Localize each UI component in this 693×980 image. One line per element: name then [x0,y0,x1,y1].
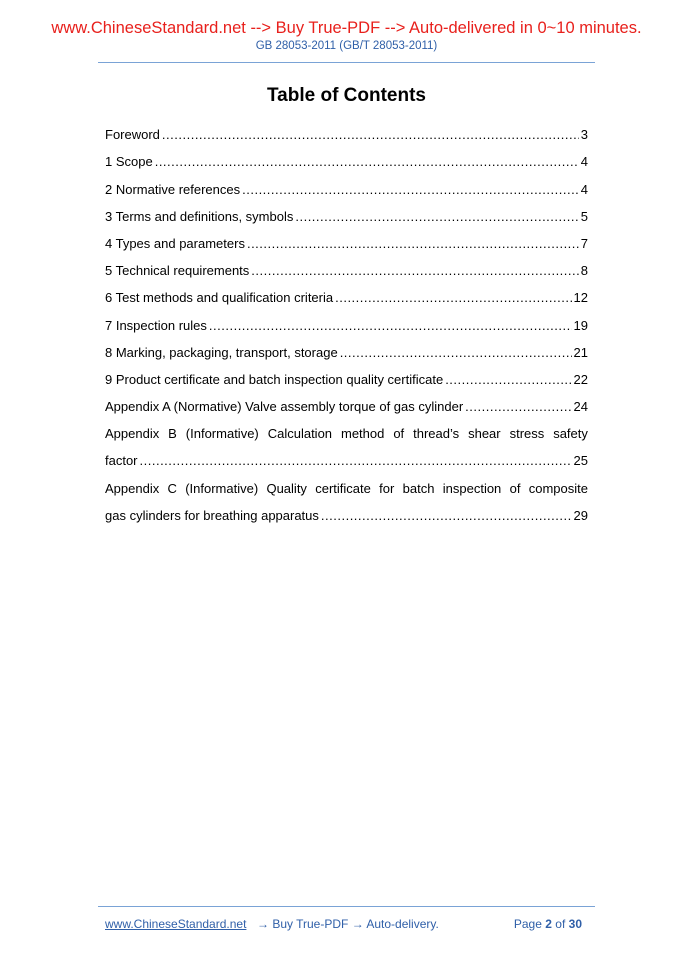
toc-entry-page: 25 [573,453,588,469]
toc-entry-page: 29 [573,507,588,523]
toc-entry-scope[interactable] [105,144,588,171]
toc-entry-inspection-rules[interactable] [105,307,588,334]
page-total: 30 [568,917,582,931]
toc-entry-page: 5 [580,208,588,224]
toc-word: (Informative) [185,480,259,496]
footer-site-link[interactable]: www.ChineseStandard.net [105,917,247,931]
toc-word: thread’s [413,426,460,442]
toc-entry-page: 3 [580,127,588,143]
toc-entry-text: 8 Marking, packaging, transport, storage [105,344,338,360]
toc-entry-page: 22 [573,371,588,387]
toc-entry-product-certificate[interactable] [105,362,588,389]
toc-dot-leader [247,235,579,253]
page-number [514,916,582,932]
toc-entry-first-line [105,416,588,443]
toc-entry-page: 12 [573,290,588,306]
footer-divider [98,906,595,907]
page-footer [105,916,588,932]
toc-word: safety [553,426,588,442]
toc-entry-text: 9 Product certificate and batch inspection quality certificate [105,371,444,387]
toc-word: Appendix [105,480,160,496]
toc-entry-types-parameters[interactable] [105,226,588,253]
toc-word: C [167,480,177,496]
toc-entry-first-line [105,470,588,497]
toc-dot-leader [251,262,578,280]
toc-list [105,117,588,525]
toc-entry-page: 24 [573,399,588,415]
toc-word: B [168,426,177,442]
toc-entry-page: 4 [580,154,588,170]
toc-entry-page: 19 [573,317,588,333]
toc-entry-appendix-a[interactable] [105,389,588,416]
toc-entry-text: Foreword [105,127,160,143]
page-current: 2 [545,917,552,931]
toc-entry-terms-definitions[interactable] [105,199,588,226]
toc-dot-leader [209,317,572,335]
page-label: Page [513,917,542,931]
toc-entry-text: 2 Normative references [105,181,241,197]
toc-title: Table of Contents [266,85,427,106]
toc-dot-leader [140,452,572,470]
toc-word: inspection [442,480,502,496]
toc-entry-text: 4 Types and parameters [105,235,245,251]
toc-word: Appendix [105,426,160,442]
toc-entry-page: 4 [580,181,588,197]
toc-word: batch [402,480,435,496]
toc-dot-leader [295,208,578,226]
toc-entry-text: 3 Terms and definitions, symbols [105,208,294,224]
toc-entry-test-methods[interactable] [105,280,588,307]
toc-word: of [509,480,521,496]
toc-dot-leader [445,371,571,389]
toc-entry-technical-requirements[interactable] [105,253,588,280]
toc-dot-leader [155,153,579,171]
toc-entry-appendix-c[interactable] [105,470,588,524]
toc-entry-foreword[interactable] [105,117,588,144]
of-label: of [555,917,566,931]
toc-entry-second-line [105,443,588,470]
toc-entry-text: 5 Technical requirements [105,263,250,279]
toc-entry-text: 7 Inspection rules [105,317,207,333]
toc-word: composite [528,480,588,496]
toc-entry-text: Appendix A (Normative) Valve assembly torque of gas cylinder [105,399,464,415]
toc-dot-leader [162,126,579,144]
promo-link[interactable]: www.ChineseStandard.net --> Buy True-PDF --> Auto-delivered in 0~10 minutes. [51,19,642,37]
toc-word: certificate [315,480,371,496]
toc-entry-page: 21 [573,344,588,360]
toc-entry-appendix-b[interactable] [105,416,588,470]
toc-entry-normative-references[interactable] [105,171,588,198]
toc-dot-leader [321,507,572,525]
toc-entry-text: 1 Scope [105,154,153,170]
toc-word: for [379,480,395,496]
toc-word: (Informative) [185,426,259,442]
toc-word: shear [468,426,501,442]
toc-word: method [341,426,385,442]
toc-dot-leader [465,398,571,416]
toc-word: stress [509,426,545,442]
toc-entry-marking-packaging[interactable] [105,335,588,362]
toc-word: of [393,426,405,442]
toc-word: Calculation [267,426,333,442]
toc-entry-page: 8 [580,263,588,279]
toc-entry-text: 6 Test methods and qualification criteria [105,290,334,306]
toc-dot-leader [242,181,579,199]
toc-entry-text: gas cylinders for breathing apparatus [105,507,319,523]
toc-dot-leader [335,289,571,307]
toc-word: Quality [266,480,307,496]
toc-entry-second-line [105,498,588,525]
toc-entry-text: factor [105,453,138,469]
document-code: GB 28053-2011 (GB/T 28053-2011) [255,40,438,52]
footer-tagline: → Buy True-PDF → Auto-delivery. [257,917,439,931]
toc-entry-page: 7 [580,235,588,251]
toc-dot-leader [340,344,572,362]
header-divider [98,62,595,63]
